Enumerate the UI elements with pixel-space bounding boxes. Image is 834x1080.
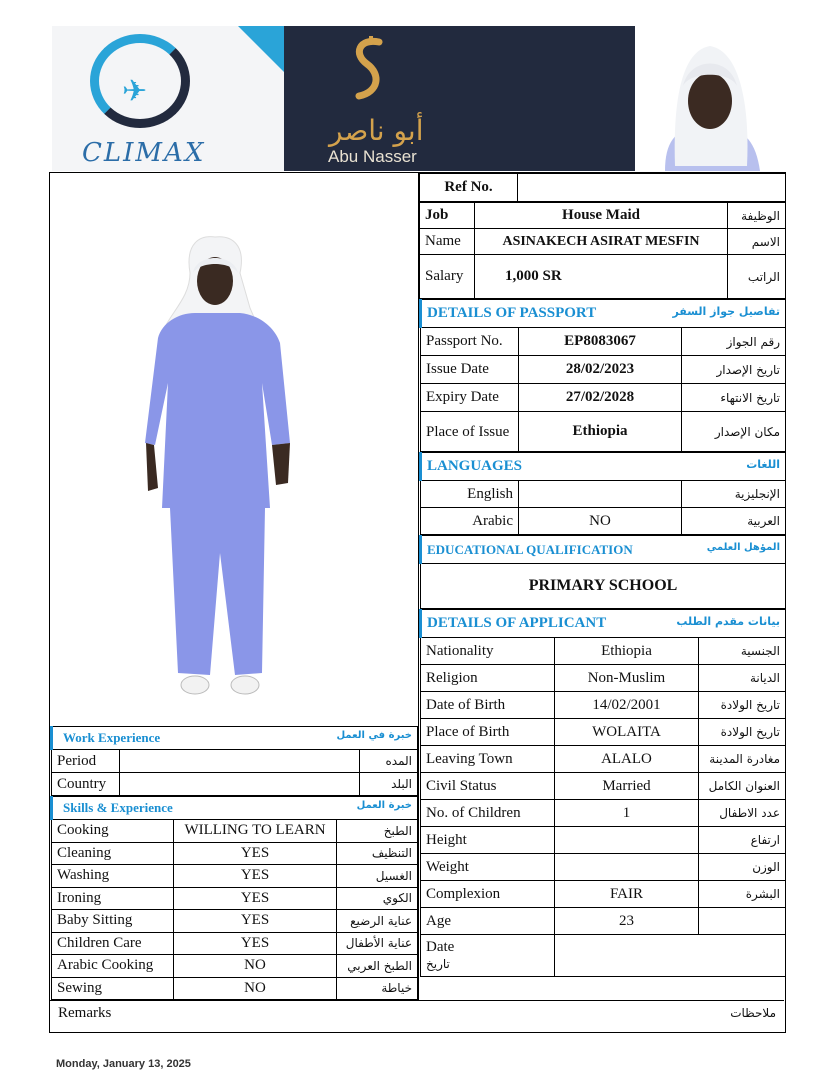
dob-value: 14/02/2001 — [555, 692, 699, 719]
leaving-town-value: ALALO — [555, 746, 699, 773]
complexion-label: Complexion — [421, 881, 555, 908]
children-value: 1 — [555, 800, 699, 827]
civil-status-arabic: العنوان الكامل — [698, 773, 785, 800]
sewing-arabic: خياطة — [337, 977, 418, 1000]
education-heading — [421, 536, 786, 564]
period-value — [120, 750, 360, 773]
passport-heading-arabic: تفاصيل جواز السفر — [672, 305, 780, 318]
weight-label: Weight — [421, 854, 555, 881]
cooking-arabic: الطبخ — [337, 820, 418, 843]
children-care-value: YES — [174, 932, 337, 955]
applicant-heading-text: DETAILS OF APPLICANT — [427, 615, 607, 631]
weight-arabic: الوزن — [698, 854, 785, 881]
brand-english-name: Abu Nasser — [328, 147, 417, 166]
education-heading-arabic: المؤهل العلمي — [706, 541, 780, 553]
languages-heading — [421, 453, 786, 481]
salary-label: Salary — [420, 255, 475, 299]
ref-table — [419, 173, 786, 202]
country-value — [120, 773, 360, 796]
nationality-arabic: الجنسية — [698, 638, 785, 665]
work-table — [50, 726, 418, 796]
date-label-cell — [421, 935, 555, 977]
dob-arabic: تاريخ الولادة — [698, 692, 785, 719]
passport-table — [419, 299, 786, 452]
civil-status-label: Civil Status — [421, 773, 555, 800]
nationality-value: Ethiopia — [555, 638, 699, 665]
plane-icon: ✈ — [122, 74, 148, 109]
arabic-cooking-value: NO — [174, 955, 337, 978]
children-care-arabic: عناية الأطفال — [337, 932, 418, 955]
passport-no-arabic: رقم الجواز — [682, 328, 786, 356]
religion-arabic: الديانة — [698, 665, 785, 692]
date-label: Date — [426, 938, 455, 955]
civil-status-value: Married — [555, 773, 699, 800]
height-label: Height — [421, 827, 555, 854]
nationality-label: Nationality — [421, 638, 555, 665]
passport-heading-text: DETAILS OF PASSPORT — [427, 305, 597, 321]
arabic-arabic: العربية — [681, 508, 785, 535]
place-of-issue-label: Place of Issue — [421, 412, 519, 452]
brand-arabic-name: أبو ناصر — [329, 114, 424, 147]
cooking-value: WILLING TO LEARN — [174, 820, 337, 843]
children-care-label: Children Care — [52, 932, 174, 955]
name-arabic: الاسم — [728, 229, 786, 255]
sewing-label: Sewing — [52, 977, 174, 1000]
name-label: Name — [420, 229, 475, 255]
issue-date-label: Issue Date — [421, 356, 519, 384]
leaving-town-arabic: مغادرة المدينة — [698, 746, 785, 773]
english-label: English — [421, 481, 519, 508]
weight-value — [555, 854, 699, 881]
leaving-town-label: Leaving Town — [421, 746, 555, 773]
languages-heading-text: LANGUAGES — [427, 458, 523, 474]
abu-nasser-logo — [284, 26, 635, 171]
date-value — [555, 935, 786, 977]
place-of-issue-arabic: مكان الإصدار — [682, 412, 786, 452]
job-arabic: الوظيفة — [728, 203, 786, 229]
work-heading — [52, 727, 418, 750]
expiry-date-arabic: تاريخ الانتهاء — [682, 384, 786, 412]
skills-table — [50, 796, 418, 1000]
footer-date: Monday, January 13, 2025 — [56, 1058, 191, 1070]
children-label: No. of Children — [421, 800, 555, 827]
cooking-label: Cooking — [52, 820, 174, 843]
ref-label: Ref No. — [420, 174, 518, 202]
dob-label: Date of Birth — [421, 692, 555, 719]
country-label: Country — [52, 773, 120, 796]
washing-arabic: الغسيل — [337, 865, 418, 888]
arabic-cooking-arabic: الطبخ العربي — [337, 955, 418, 978]
age-value: 23 — [555, 908, 699, 935]
corner-accent — [238, 26, 284, 72]
ironing-label: Ironing — [52, 887, 174, 910]
period-arabic: المده — [359, 750, 417, 773]
expiry-date-label: Expiry Date — [421, 384, 519, 412]
religion-value: Non-Muslim — [555, 665, 699, 692]
applicant-heading-arabic: بيانات مقدم الطلب — [676, 615, 780, 628]
climax-logo — [52, 26, 284, 171]
applicant-heading — [421, 610, 786, 638]
full-body-photo — [50, 173, 418, 726]
skills-heading-arabic: خبرة العمل — [356, 800, 412, 811]
religion-label: Religion — [421, 665, 555, 692]
s-mark-icon — [349, 34, 389, 104]
height-arabic: ارتفاع — [698, 827, 785, 854]
education-value: PRIMARY SCHOOL — [421, 564, 786, 609]
arabic-cooking-label: Arabic Cooking — [52, 955, 174, 978]
remarks-arabic: ملاحظات — [730, 1006, 776, 1020]
baby-sitting-value: YES — [174, 910, 337, 933]
cleaning-label: Cleaning — [52, 842, 174, 865]
ironing-arabic: الكوي — [337, 887, 418, 910]
washing-value: YES — [174, 865, 337, 888]
skills-heading — [52, 797, 418, 820]
age-label: Age — [421, 908, 555, 935]
languages-heading-arabic: اللغات — [746, 458, 780, 471]
baby-sitting-label: Baby Sitting — [52, 910, 174, 933]
work-heading-arabic: خبرة في العمل — [336, 730, 412, 741]
cv-frame — [49, 172, 786, 1033]
climax-logo-text: CLIMAX — [82, 138, 206, 168]
education-table — [419, 535, 786, 609]
applicant-table — [419, 609, 786, 977]
portrait-photo — [635, 26, 785, 171]
english-value — [519, 481, 682, 508]
ref-value — [518, 174, 786, 202]
english-arabic: الإنجليزية — [681, 481, 785, 508]
salary-value: 1,000 SR — [475, 255, 728, 299]
experience-section — [50, 726, 418, 1000]
complexion-arabic: البشرة — [698, 881, 785, 908]
pob-arabic: تاريخ الولادة — [698, 719, 785, 746]
pob-value: WOLAITA — [555, 719, 699, 746]
cleaning-value: YES — [174, 842, 337, 865]
salary-arabic: الراتب — [728, 255, 786, 299]
issue-date-value: 28/02/2023 — [519, 356, 682, 384]
date-arabic: تاريخ — [426, 956, 450, 971]
issue-date-arabic: تاريخ الإصدار — [682, 356, 786, 384]
complexion-value: FAIR — [555, 881, 699, 908]
work-heading-text: Work Experience — [63, 730, 161, 745]
baby-sitting-arabic: عناية الرضيع — [337, 910, 418, 933]
pob-label: Place of Birth — [421, 719, 555, 746]
passport-no-label: Passport No. — [421, 328, 519, 356]
languages-table — [419, 452, 786, 535]
job-table — [419, 202, 786, 299]
country-arabic: البلد — [359, 773, 417, 796]
expiry-date-value: 27/02/2028 — [519, 384, 682, 412]
job-label: Job — [420, 203, 475, 229]
name-value: ASINAKECH ASIRAT MESFIN — [475, 229, 728, 255]
washing-label: Washing — [52, 865, 174, 888]
children-arabic: عدد الاطفال — [698, 800, 785, 827]
portrait-image — [635, 26, 785, 171]
height-value — [555, 827, 699, 854]
arabic-value: NO — [519, 508, 682, 535]
details-column — [418, 173, 786, 1000]
place-of-issue-value: Ethiopia — [519, 412, 682, 452]
arabic-label: Arabic — [421, 508, 519, 535]
cleaning-arabic: التنظيف — [337, 842, 418, 865]
remarks-row — [50, 1000, 784, 1032]
passport-heading — [421, 300, 786, 328]
passport-no-value: EP8083067 — [519, 328, 682, 356]
education-heading-text: EDUCATIONAL QUALIFICATION — [427, 541, 633, 557]
job-value: House Maid — [475, 203, 728, 229]
ironing-value: YES — [174, 887, 337, 910]
sewing-value: NO — [174, 977, 337, 1000]
period-label: Period — [52, 750, 120, 773]
full-body-image — [50, 173, 418, 726]
skills-heading-text: Skills & Experience — [63, 800, 173, 815]
remarks-label: Remarks — [58, 1005, 112, 1021]
age-arabic — [698, 908, 785, 935]
